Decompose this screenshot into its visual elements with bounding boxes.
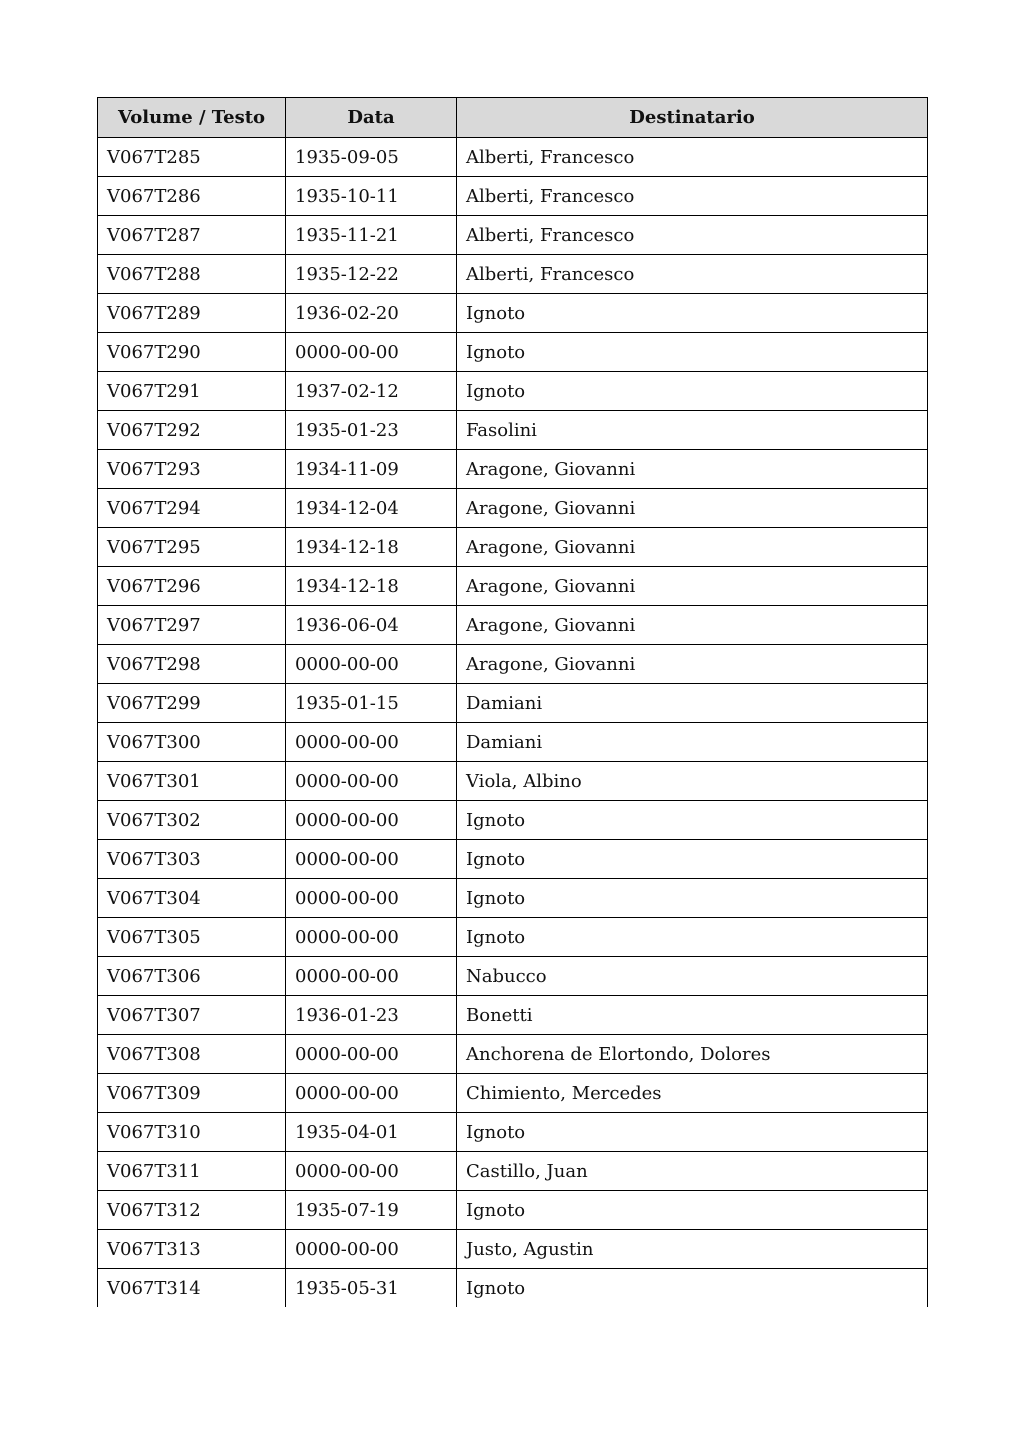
cell-destinatario: Ignoto <box>457 840 928 879</box>
cell-destinatario: Bonetti <box>457 996 928 1035</box>
table-row <box>98 684 928 723</box>
cell-volume-testo: V067T294 <box>98 489 286 528</box>
table-row <box>98 879 928 918</box>
cell-destinatario: Chimiento, Mercedes <box>457 1074 928 1113</box>
cell-data: 1934-11-09 <box>286 450 457 489</box>
cell-data: 0000-00-00 <box>286 957 457 996</box>
cell-data: 1935-09-05 <box>286 138 457 177</box>
table-row <box>98 996 928 1035</box>
cell-volume-testo: V067T293 <box>98 450 286 489</box>
table-row <box>98 1113 928 1152</box>
cell-destinatario: Ignoto <box>457 294 928 333</box>
cell-data: 0000-00-00 <box>286 723 457 762</box>
table-row <box>98 918 928 957</box>
cell-destinatario: Alberti, Francesco <box>457 255 928 294</box>
table-row <box>98 840 928 879</box>
cell-destinatario: Aragone, Giovanni <box>457 606 928 645</box>
cell-data: 1937-02-12 <box>286 372 457 411</box>
table-row <box>98 606 928 645</box>
table-row <box>98 177 928 216</box>
cell-volume-testo: V067T299 <box>98 684 286 723</box>
cell-data: 1934-12-04 <box>286 489 457 528</box>
cell-destinatario: Aragone, Giovanni <box>457 567 928 606</box>
cell-data: 0000-00-00 <box>286 801 457 840</box>
cell-data: 1935-04-01 <box>286 1113 457 1152</box>
cell-destinatario: Aragone, Giovanni <box>457 645 928 684</box>
cell-destinatario: Aragone, Giovanni <box>457 489 928 528</box>
cell-destinatario: Ignoto <box>457 1191 928 1230</box>
cell-destinatario: Anchorena de Elortondo, Dolores <box>457 1035 928 1074</box>
cell-destinatario: Ignoto <box>457 801 928 840</box>
cell-destinatario: Nabucco <box>457 957 928 996</box>
header-row <box>98 98 928 138</box>
cell-volume-testo: V067T296 <box>98 567 286 606</box>
cell-data: 0000-00-00 <box>286 762 457 801</box>
cell-destinatario: Ignoto <box>457 879 928 918</box>
cell-data: 1935-01-15 <box>286 684 457 723</box>
cell-data: 1936-01-23 <box>286 996 457 1035</box>
cell-data: 1935-07-19 <box>286 1191 457 1230</box>
cell-volume-testo: V067T295 <box>98 528 286 567</box>
cell-volume-testo: V067T303 <box>98 840 286 879</box>
table-body <box>98 138 928 1308</box>
cell-volume-testo: V067T313 <box>98 1230 286 1269</box>
cell-data: 0000-00-00 <box>286 1152 457 1191</box>
cell-destinatario: Ignoto <box>457 1113 928 1152</box>
cell-data: 1935-11-21 <box>286 216 457 255</box>
cell-destinatario: Ignoto <box>457 918 928 957</box>
cell-volume-testo: V067T298 <box>98 645 286 684</box>
table-row <box>98 801 928 840</box>
cell-data: 0000-00-00 <box>286 333 457 372</box>
table-row <box>98 255 928 294</box>
table-row <box>98 567 928 606</box>
table-row <box>98 957 928 996</box>
table-row <box>98 333 928 372</box>
cell-data: 0000-00-00 <box>286 918 457 957</box>
table-row <box>98 138 928 177</box>
cell-volume-testo: V067T287 <box>98 216 286 255</box>
table-row <box>98 528 928 567</box>
header-volume-testo: Volume / Testo <box>98 98 286 138</box>
table-row <box>98 723 928 762</box>
table-row <box>98 1230 928 1269</box>
table-row <box>98 216 928 255</box>
table-row <box>98 645 928 684</box>
cell-destinatario: Ignoto <box>457 333 928 372</box>
cell-data: 1935-10-11 <box>286 177 457 216</box>
cell-volume-testo: V067T306 <box>98 957 286 996</box>
cell-volume-testo: V067T285 <box>98 138 286 177</box>
cell-destinatario: Damiani <box>457 684 928 723</box>
table-row <box>98 372 928 411</box>
cell-data: 1934-12-18 <box>286 567 457 606</box>
cell-destinatario: Viola, Albino <box>457 762 928 801</box>
cell-destinatario: Justo, Agustin <box>457 1230 928 1269</box>
header-destinatario: Destinatario <box>457 98 928 138</box>
cell-destinatario: Alberti, Francesco <box>457 138 928 177</box>
cell-volume-testo: V067T307 <box>98 996 286 1035</box>
table-row <box>98 489 928 528</box>
cell-data: 0000-00-00 <box>286 1074 457 1113</box>
cell-data: 1936-06-04 <box>286 606 457 645</box>
table-row <box>98 1191 928 1230</box>
table-row <box>98 1035 928 1074</box>
cell-volume-testo: V067T290 <box>98 333 286 372</box>
table-row <box>98 1269 928 1308</box>
table-row <box>98 762 928 801</box>
table-row <box>98 411 928 450</box>
cell-volume-testo: V067T289 <box>98 294 286 333</box>
cell-volume-testo: V067T314 <box>98 1269 286 1308</box>
cell-destinatario: Damiani <box>457 723 928 762</box>
table-header <box>98 98 928 138</box>
cell-volume-testo: V067T311 <box>98 1152 286 1191</box>
cell-data: 0000-00-00 <box>286 1035 457 1074</box>
cell-volume-testo: V067T302 <box>98 801 286 840</box>
cell-volume-testo: V067T291 <box>98 372 286 411</box>
cell-volume-testo: V067T297 <box>98 606 286 645</box>
cell-volume-testo: V067T310 <box>98 1113 286 1152</box>
cell-volume-testo: V067T305 <box>98 918 286 957</box>
cell-volume-testo: V067T304 <box>98 879 286 918</box>
cell-data: 0000-00-00 <box>286 879 457 918</box>
cell-data: 0000-00-00 <box>286 645 457 684</box>
cell-volume-testo: V067T286 <box>98 177 286 216</box>
cell-volume-testo: V067T301 <box>98 762 286 801</box>
letters-table <box>97 97 928 1307</box>
cell-data: 1934-12-18 <box>286 528 457 567</box>
cell-destinatario: Aragone, Giovanni <box>457 528 928 567</box>
cell-destinatario: Alberti, Francesco <box>457 177 928 216</box>
cell-destinatario: Castillo, Juan <box>457 1152 928 1191</box>
table-row <box>98 1152 928 1191</box>
cell-data: 0000-00-00 <box>286 840 457 879</box>
cell-destinatario: Aragone, Giovanni <box>457 450 928 489</box>
cell-destinatario: Fasolini <box>457 411 928 450</box>
cell-destinatario: Ignoto <box>457 1269 928 1308</box>
table-row <box>98 450 928 489</box>
cell-data: 1935-01-23 <box>286 411 457 450</box>
table-row <box>98 1074 928 1113</box>
cell-data: 0000-00-00 <box>286 1230 457 1269</box>
cell-data: 1935-12-22 <box>286 255 457 294</box>
cell-data: 1935-05-31 <box>286 1269 457 1308</box>
cell-volume-testo: V067T288 <box>98 255 286 294</box>
table-row <box>98 294 928 333</box>
cell-data: 1936-02-20 <box>286 294 457 333</box>
cell-destinatario: Ignoto <box>457 372 928 411</box>
cell-volume-testo: V067T308 <box>98 1035 286 1074</box>
cell-volume-testo: V067T292 <box>98 411 286 450</box>
cell-volume-testo: V067T309 <box>98 1074 286 1113</box>
cell-volume-testo: V067T312 <box>98 1191 286 1230</box>
cell-volume-testo: V067T300 <box>98 723 286 762</box>
cell-destinatario: Alberti, Francesco <box>457 216 928 255</box>
header-data: Data <box>286 98 457 138</box>
